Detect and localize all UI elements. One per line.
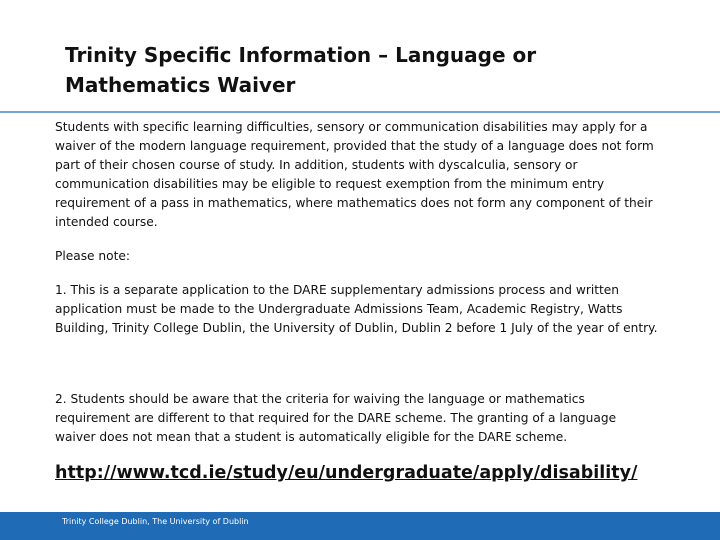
note-label: Please note: [55,249,130,263]
disability-info-link[interactable]: http://www.tcd.ie/study/eu/undergraduate/apply/disability/ [55,463,638,483]
note-item-2: 2. Students should be aware that the criteria for waiving the language or mathematics requirement are different to that required for the DARE scheme. The granting of a language waiver does not mean that a student is automatically eligible for the DARE scheme. [55,392,617,444]
note-item-1: 1. This is a separate application to the DARE supplementary admissions process and written application must be made to the Undergraduate Admissions Team, Academic Registry, Watts Building, Trinity College Dublin, the University of Dublin, Dublin 2 before 1 July of the year of entry. [55,283,658,335]
slide-title: Trinity Specific Information – Language or Mathematics Waiver [65,43,537,97]
footer-text: Trinity College Dublin, The University of Dublin [62,517,249,526]
title-divider [0,111,720,113]
footer-bar [0,512,720,540]
intro-paragraph: Students with specific learning difficulties, sensory or communication disabilities may apply for a waiver of the modern language requirement, provided that the study of a language does not form part of their chosen course of study. In addition, students with dyscalculia, sensory or communication disabilities may be eligible to request exemption from the minimum entry requirement of a pass in mathematics, where mathematics does not form any component of their intended course. [55,120,654,229]
